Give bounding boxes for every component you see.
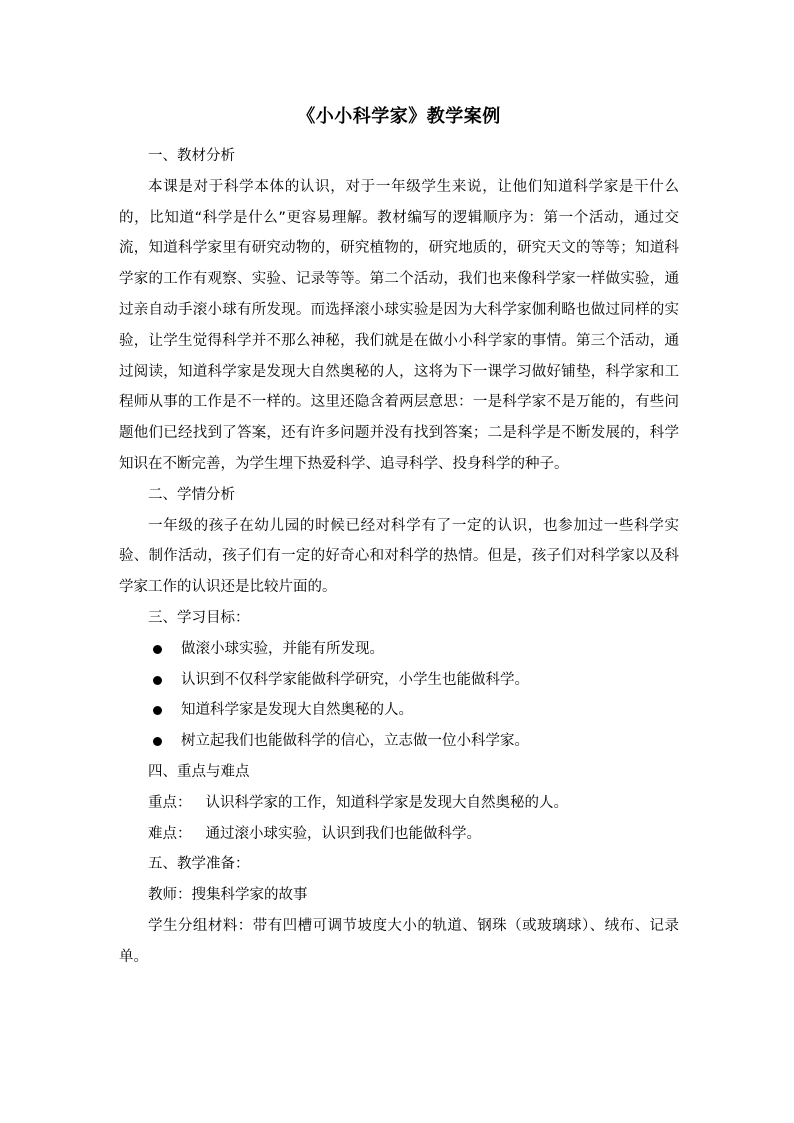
list-item bbox=[119, 695, 679, 726]
section-heading-student-analysis: 二、学情分析 bbox=[148, 486, 235, 503]
section-heading-objectives: 三、学习目标： bbox=[148, 609, 250, 626]
section-heading-preparation: 五、教学准备： bbox=[148, 856, 250, 873]
focus-text: 认识科学家的工作，知道科学家是发现大自然奥秘的人。 bbox=[205, 794, 568, 811]
list-item bbox=[119, 634, 679, 665]
objective-text: 做滚小球实验，并能有所发现。 bbox=[181, 640, 384, 657]
bullet-icon bbox=[153, 706, 162, 715]
bullet-icon bbox=[153, 676, 162, 685]
student-materials: 学生分组材料：带有凹槽可调节坡度大小的轨道、钢珠（或玻璃球）、绒布、记录单。 bbox=[119, 917, 679, 965]
student-analysis-paragraph: 一年级的孩子在幼儿园的时候已经对科学有了一定的认识，也参加过一些科学实验、制作活动，孩子们有一定的好奇心和对科学的热情。但是，孩子们对科学家以及科学家工作的认识还是比较片面的。 bbox=[119, 517, 679, 596]
bullet-icon bbox=[153, 645, 162, 654]
document-title: 《小小科学家》教学案例 bbox=[297, 106, 501, 127]
difficulty-label: 难点： bbox=[148, 825, 192, 842]
focus-label: 重点： bbox=[148, 794, 192, 811]
focus-line bbox=[119, 788, 679, 819]
material-analysis-paragraph: 本课是对于科学本体的认识，对于一年级学生来说，让他们知道科学家是干什么的，比知道“科学是什么”更容易理解。教材编写的逻辑顺序为：第一个活动，通过交流，知道科学家里有研究动物的，研究植物的，研究地质的，研究天文的等等；知道科学家的工作有观察、实验、记录等等。第二个活动，我们也来像科学家一样做实验，通过亲自动手滚小球有所发现。而选择滚小球实验是因为大科学家伽利略也做过同样的实验，让学生觉得科学并不那么神秘，我们就是在做小小科学家的事情。第三个活动，通过阅读，知道科学家是发现大自然奥秘的人，这将为下一课学习做好铺垫，科学家和工程师从事的工作是不一样的。这里还隐含着两层意思：一是科学家不是万能的，有些问题他们已经找到了答案，还有许多问题并没有找到答案；二是科学是不断发展的，科学知识在不断完善，为学生埋下热爱科学、追寻科学、投身科学的种子。 bbox=[119, 178, 679, 472]
section-heading-key-points: 四、重点与难点 bbox=[148, 763, 250, 780]
section-heading-material-analysis: 一、教材分析 bbox=[148, 148, 235, 164]
list-item bbox=[119, 726, 679, 757]
objective-text: 树立起我们也能做科学的信心，立志做一位小科学家。 bbox=[181, 733, 529, 750]
objectives-list bbox=[119, 634, 679, 757]
document-body bbox=[119, 141, 679, 973]
objective-text: 知道科学家是发现大自然奥秘的人。 bbox=[181, 702, 413, 719]
difficulty-line bbox=[119, 819, 679, 850]
bullet-icon bbox=[153, 737, 162, 746]
objective-text: 认识到不仅科学家能做科学研究，小学生也能做科学。 bbox=[181, 671, 529, 688]
list-item bbox=[119, 665, 679, 696]
difficulty-text: 通过滚小球实验，认识到我们也能做科学。 bbox=[205, 825, 481, 842]
teacher-preparation: 教师：搜集科学家的故事 bbox=[148, 887, 308, 904]
